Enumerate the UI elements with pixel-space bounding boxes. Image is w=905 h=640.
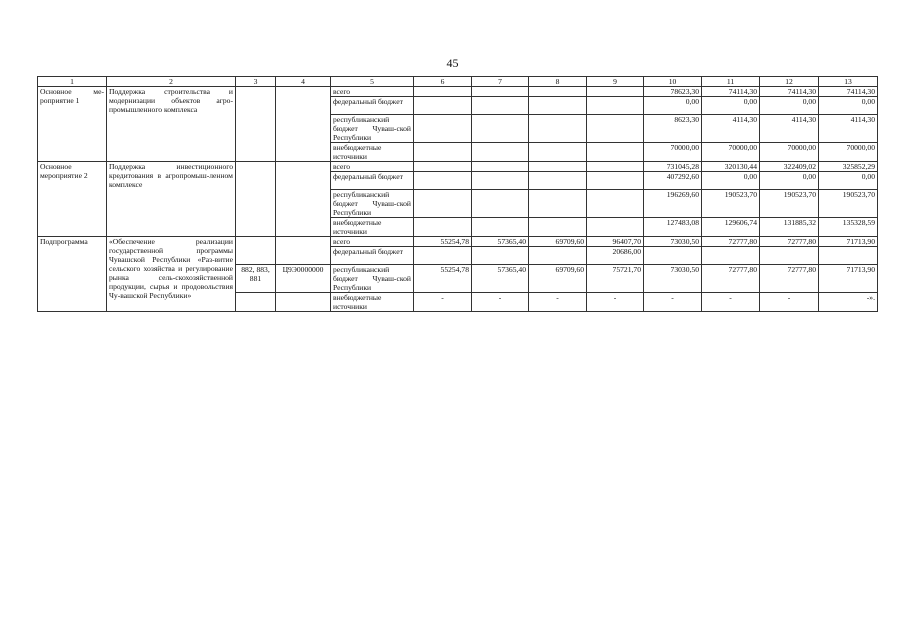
value-cell: [587, 115, 644, 143]
value-cell: [472, 218, 529, 237]
value-cell: [529, 172, 587, 190]
value-cell: [472, 143, 529, 162]
table-row: [38, 237, 878, 247]
value-cell: [587, 218, 644, 237]
source-cell: федеральный бюджет: [331, 172, 414, 190]
column-header: 13: [819, 77, 878, 87]
value-cell: [529, 115, 587, 143]
value-cell: -: [414, 293, 472, 312]
value-cell: 8623,30: [644, 115, 702, 143]
column-header: 7: [472, 77, 529, 87]
column-header: 11: [702, 77, 760, 87]
value-cell: 72777,80: [702, 265, 760, 293]
source-cell: республиканский бюджет Чуваш-ской Республики: [331, 115, 414, 143]
value-cell: 72777,80: [760, 265, 819, 293]
budget-code-cell: [276, 162, 331, 237]
value-cell: -: [587, 293, 644, 312]
value-cell: 129606,74: [702, 218, 760, 237]
source-cell: всего: [331, 237, 414, 247]
value-cell: [529, 162, 587, 172]
value-cell: [760, 247, 819, 265]
value-cell: [819, 247, 878, 265]
column-header: 4: [276, 77, 331, 87]
value-cell: 75721,70: [587, 265, 644, 293]
value-cell: 74114,30: [702, 87, 760, 97]
source-cell: республиканский бюджет Чуваш-ской Республики: [331, 265, 414, 293]
value-cell: 4114,30: [760, 115, 819, 143]
value-cell: 131885,32: [760, 218, 819, 237]
budget-table: [37, 76, 878, 312]
source-cell: внебюджетные источники: [331, 293, 414, 312]
page-number: 45: [446, 56, 459, 70]
value-cell: 72777,80: [760, 237, 819, 247]
column-header: 6: [414, 77, 472, 87]
value-cell: 127483,08: [644, 218, 702, 237]
value-cell: 4114,30: [702, 115, 760, 143]
value-cell: [472, 97, 529, 115]
source-cell: федеральный бюджет: [331, 247, 414, 265]
value-cell: 0,00: [702, 97, 760, 115]
table-row: [38, 87, 878, 97]
column-header: 5: [331, 77, 414, 87]
table-row: [38, 162, 878, 172]
value-cell: [472, 162, 529, 172]
value-cell: [414, 247, 472, 265]
value-cell: 57365,40: [472, 237, 529, 247]
value-cell: 55254,78: [414, 265, 472, 293]
value-cell: 71713,90: [819, 265, 878, 293]
value-cell: 320130,44: [702, 162, 760, 172]
source-cell: федеральный бюджет: [331, 97, 414, 115]
value-cell: 70000,00: [760, 143, 819, 162]
value-cell: -: [702, 293, 760, 312]
column-number-row: [38, 77, 878, 87]
column-header: 1: [38, 77, 107, 87]
gov-code-cell: 882, 883, 881: [236, 265, 276, 293]
value-cell: 135328,59: [819, 218, 878, 237]
value-cell: [587, 143, 644, 162]
column-header: 10: [644, 77, 702, 87]
value-cell: [472, 115, 529, 143]
value-cell: 74114,30: [819, 87, 878, 97]
event-type-cell: Основное ме-роприятие 1: [38, 87, 107, 162]
value-cell: 196269,60: [644, 190, 702, 218]
value-cell: [472, 190, 529, 218]
budget-code-cell: [276, 87, 331, 162]
value-cell: -».: [819, 293, 878, 312]
value-cell: 4114,30: [819, 115, 878, 143]
source-cell: всего: [331, 87, 414, 97]
value-cell: [472, 247, 529, 265]
value-cell: 0,00: [702, 172, 760, 190]
event-type-cell: Основное мероприятие 2: [38, 162, 107, 237]
value-cell: [414, 143, 472, 162]
value-cell: [529, 247, 587, 265]
gov-code-cell: [236, 87, 276, 162]
value-cell: 0,00: [760, 172, 819, 190]
value-cell: [587, 97, 644, 115]
value-cell: [587, 172, 644, 190]
value-cell: [587, 87, 644, 97]
budget-code-cell: Ц9Э0000000: [276, 265, 331, 293]
column-header: 8: [529, 77, 587, 87]
value-cell: 73030,50: [644, 265, 702, 293]
value-cell: [414, 218, 472, 237]
value-cell: -: [529, 293, 587, 312]
value-cell: 69709,60: [529, 237, 587, 247]
source-cell: всего: [331, 162, 414, 172]
event-name-cell: Поддержка строительства и модернизации объектов агро-промышленного комплекса: [107, 87, 236, 162]
value-cell: 0,00: [644, 97, 702, 115]
value-cell: [529, 143, 587, 162]
column-header: 12: [760, 77, 819, 87]
value-cell: 325852,29: [819, 162, 878, 172]
gov-code-cell: [236, 162, 276, 237]
event-name-cell: Поддержка инвестиционного кредитования в агропромыш-ленном комплексе: [107, 162, 236, 237]
value-cell: [414, 115, 472, 143]
value-cell: [529, 87, 587, 97]
value-cell: 0,00: [819, 172, 878, 190]
value-cell: [472, 172, 529, 190]
value-cell: [702, 247, 760, 265]
value-cell: 55254,78: [414, 237, 472, 247]
value-cell: 322409,02: [760, 162, 819, 172]
source-cell: республиканский бюджет Чуваш-ской Республики: [331, 190, 414, 218]
value-cell: 190523,70: [760, 190, 819, 218]
value-cell: 70000,00: [702, 143, 760, 162]
value-cell: [414, 172, 472, 190]
value-cell: [529, 218, 587, 237]
value-cell: 71713,90: [819, 237, 878, 247]
value-cell: 69709,60: [529, 265, 587, 293]
value-cell: 0,00: [819, 97, 878, 115]
value-cell: 70000,00: [819, 143, 878, 162]
source-cell: внебюджетные источники: [331, 218, 414, 237]
value-cell: -: [760, 293, 819, 312]
value-cell: [587, 190, 644, 218]
value-cell: [529, 97, 587, 115]
value-cell: 72777,80: [702, 237, 760, 247]
column-header: 3: [236, 77, 276, 87]
value-cell: 731045,28: [644, 162, 702, 172]
column-header: 9: [587, 77, 644, 87]
value-cell: [414, 97, 472, 115]
value-cell: 96407,70: [587, 237, 644, 247]
value-cell: 0,00: [760, 97, 819, 115]
value-cell: 73030,50: [644, 237, 702, 247]
value-cell: 407292,60: [644, 172, 702, 190]
value-cell: 57365,40: [472, 265, 529, 293]
value-cell: -: [644, 293, 702, 312]
source-cell: внебюджетные источники: [331, 143, 414, 162]
value-cell: -: [472, 293, 529, 312]
budget-code-cell-top: [276, 237, 331, 265]
value-cell: 74114,30: [760, 87, 819, 97]
value-cell: [414, 87, 472, 97]
value-cell: [414, 162, 472, 172]
value-cell: [529, 190, 587, 218]
value-cell: 78623,30: [644, 87, 702, 97]
value-cell: 190523,70: [702, 190, 760, 218]
value-cell: 70000,00: [644, 143, 702, 162]
value-cell: [472, 87, 529, 97]
event-name-cell: «Обеспечение реализации государственной программы Чувашской Республики «Раз-витие сельского хозяйства и регулирование рынка сель-скохозяйственной продукции, сырья и продовольствия Чу-вашской Республики»: [107, 237, 236, 312]
budget-code-cell-bottom: [276, 293, 331, 312]
value-cell: [414, 190, 472, 218]
value-cell: [587, 162, 644, 172]
column-header: 2: [107, 77, 236, 87]
gov-code-cell-top: [236, 237, 276, 265]
value-cell: [644, 247, 702, 265]
event-type-cell: Подпрограмма: [38, 237, 107, 312]
gov-code-cell-bottom: [236, 293, 276, 312]
value-cell: 190523,70: [819, 190, 878, 218]
value-cell: 20686,00: [587, 247, 644, 265]
